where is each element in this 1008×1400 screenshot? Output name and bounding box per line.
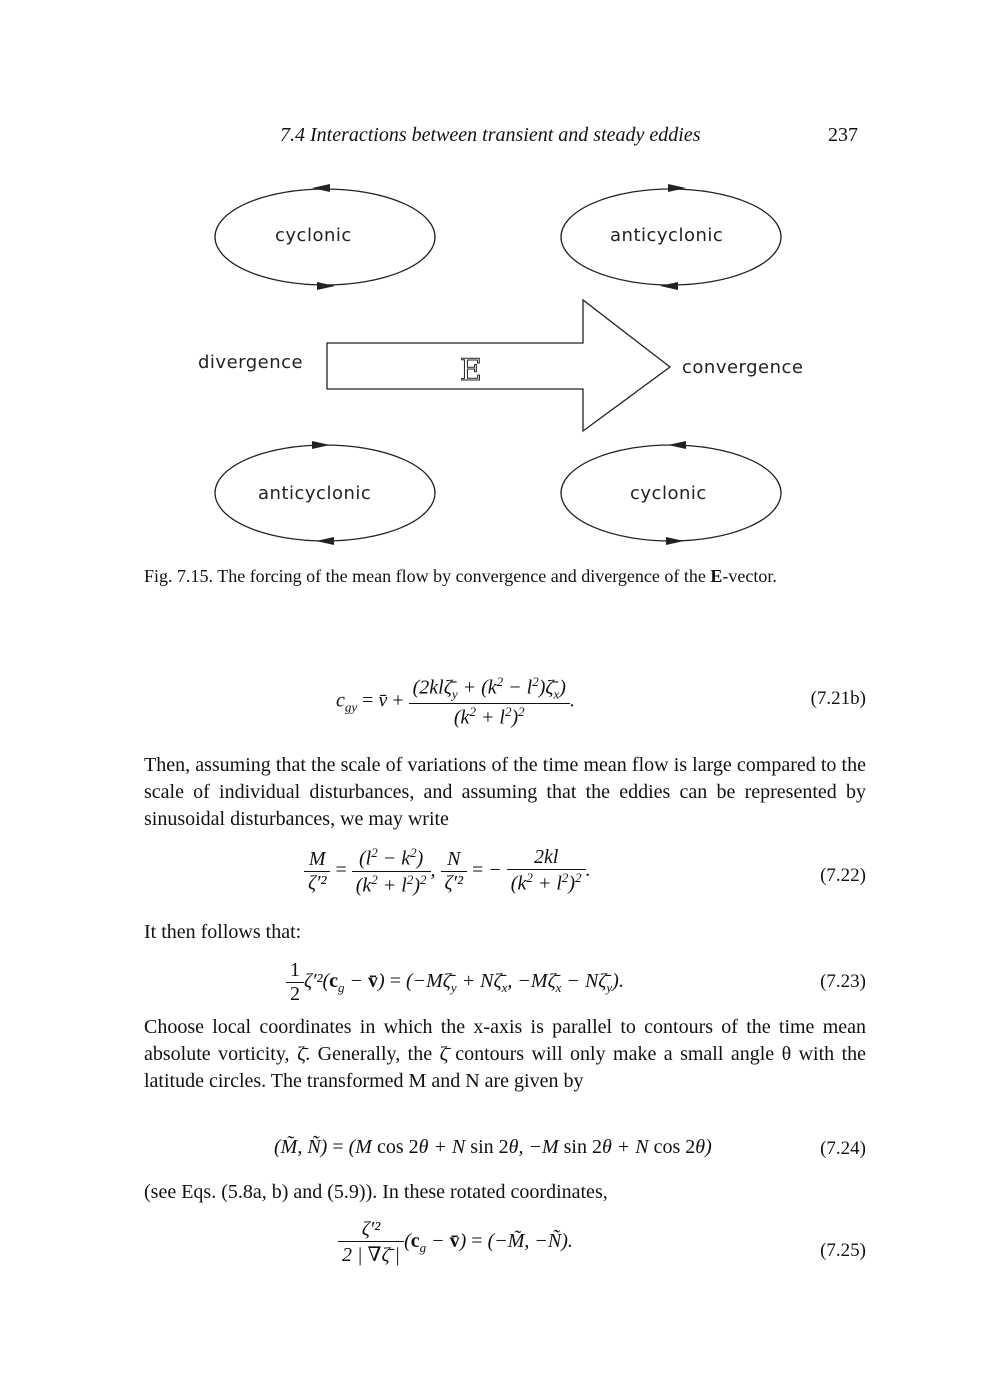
equation-number: (7.23) <box>820 971 866 992</box>
arrow-left-icon <box>316 537 334 545</box>
arrow-right-icon <box>312 441 330 449</box>
arrow-left-icon <box>660 282 678 290</box>
equation-number: (7.25) <box>820 1240 866 1261</box>
figure-caption <box>144 563 866 589</box>
arrow-left-icon <box>668 441 686 449</box>
equation-number: (7.24) <box>820 1138 866 1159</box>
arrow-left-icon <box>312 184 330 192</box>
paragraph-2: It then follows that: <box>144 921 302 943</box>
figure-7-15 <box>0 0 1008 560</box>
paragraph-1: Then, assuming that the scale of variations of the time mean flow is large compared to the scale of individual disturbances, and assuming that the eddies can be represented by sinusoidal disturbances, we may write <box>144 754 866 830</box>
equation-number: (7.22) <box>820 865 866 886</box>
arrow-right-icon <box>668 184 686 192</box>
bottom-left-label: anticyclonic <box>258 483 372 504</box>
top-left-eddy <box>215 184 435 290</box>
top-left-label: cyclonic <box>275 225 352 246</box>
arrow-right-icon <box>317 282 335 290</box>
paragraph-3: Choose local coordinates in which the x-axis is parallel to contours of the time mean absolute vorticity, ζ̄. Generally, the ζ̄ contours will only make a small angle θ with the latitude circles. The transformed M and N are given by <box>144 1016 866 1092</box>
equation-7-23: $\frac{1}{2}$ $\zeta'^2(c_g$ − v̄) = ($-M\zetā_y$ + $N\zetā_x$, $-M\zetā_x$ − $N\zetā_y$). (7.23) <box>144 955 866 1011</box>
arrow-label: E <box>460 353 482 388</box>
running-header-title: 7.4 Interactions between transient and steady eddies <box>280 124 701 146</box>
top-right-eddy <box>561 184 781 290</box>
equation-number: (7.21b) <box>810 688 866 709</box>
convergence-label: convergence <box>682 357 804 378</box>
caption-text: The forcing of the mean flow by convergence and divergence of the <box>217 566 706 586</box>
divergence-label: divergence <box>198 352 304 373</box>
bottom-right-label: cyclonic <box>630 483 707 504</box>
top-right-label: anticyclonic <box>610 225 724 246</box>
arrow-right-icon <box>666 537 684 545</box>
bottom-left-eddy <box>215 441 435 545</box>
caption-vector-letter: E <box>710 566 723 586</box>
equation-7-22: $\frac{M}{\text{ζ′²}}$ = $\frac{(l^2 - k^2)}{(k^2 + l^2)^2}$ , $\frac{N}{\text{ζ′²}}$ = − $\frac{2kl}{(k^2 + l^2)^2}$ . (7.22) <box>144 845 866 905</box>
e-vector-arrow <box>198 300 804 431</box>
equation-7-24: (M̃, Ñ) = (M cos 2θ + N sin 2θ, −M sin 2θ + N cos 2θ) (7.24) <box>274 1136 866 1159</box>
equation-7-21b: $c_{gy}$ = v̄ + $\frac{(2kl\zetā_y + (k^2 - l^2)\zetā_x)}{(k^2 + l^2)^2}$ . (7.21b) <box>336 674 866 729</box>
caption-fig-number: Fig. 7.15. <box>144 566 214 586</box>
equation-7-25: $\frac{\text{ζ′²}}{2 | \nabla\zetā |}$ ($c_g$ − v̄) = (−M̃, −Ñ). (7.25) <box>144 1218 866 1278</box>
page-number: 237 <box>828 124 858 146</box>
paragraph-4: (see Eqs. (5.8a, b) and (5.9)). In these rotated coordinates, <box>144 1181 608 1203</box>
bottom-right-eddy <box>561 441 781 545</box>
caption-tail: -vector. <box>722 566 777 586</box>
